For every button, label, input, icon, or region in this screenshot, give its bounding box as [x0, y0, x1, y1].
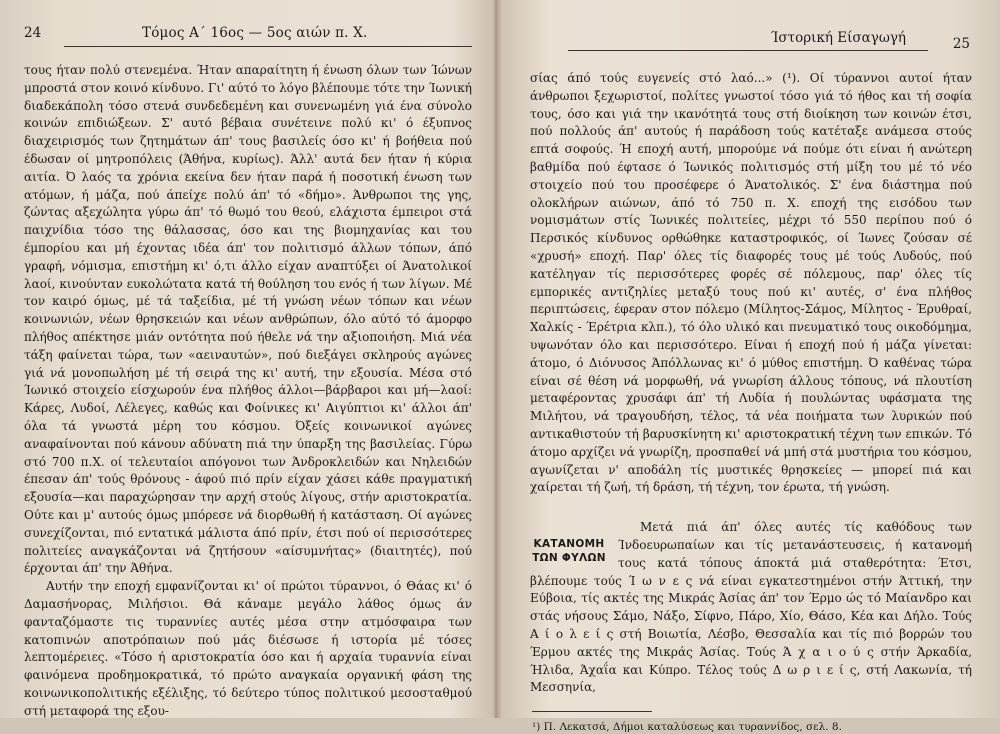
right-paragraph-1: σίας άπό τούς ευγενείς στό λαό...» (¹). Οί τύραννοι αυτοί ήταν άνθρωποι ξεχωριστοί, πολίτες γνωστοί τόσο γιά τό ήθος και τή σοφία τους, όσο και γιά την ικανότητά τους στή διοίκηση των κοινών έτσι, πού πολλούς άπ' αυτούς ή παράδοση τούς κατέταξε ανάμεσα στούς επτά σοφούς. Ή εποχή αυτή, μπορούμε νά πούμε ότι είναι ή ανώτερη βαθμίδα πού έφτασε ό Ίωνικός πολιτισμός στή μίξη του μέ τό νέο στοιχείο πού του προσέφερε ό Άνατολικός. Σ' ένα διάστημα πού ολοκλήρων αιώνων, άπό τό 750 π. Χ. εποχή της εισόδου των νομισμάτων στίς Ίωνικές πολιτείες, μέχρι τό 550 περίπου πού ό Περσικός κίνδυνος ορθώθηκε καταστροφικός, οί Ίωνες ζούσαν σέ «χρυσή» εποχή. Παρ' όλες τίς διαφορές τους μέ τούς Λυδούς, πού κατέληγαν τίς περισσότερες φορές σέ πόλεμους, παρ' όλες τίς εμπορικές αντιζηλίες μεταξύ τους πού κι' αυτές, σ' ένα πλήθος περιπτώσεις, έφεραν στον πόλεμο (Μίλητος-Σάμος, Μίλητος - Έρυθραί, Χαλκίς - Έρέτρια κλπ.), τό όλο υλικό και πνευματικό τους οικοδόμημα, υψωνόταν όλο και περισσότερο. Είναι ή εποχή πού ή μάζα γίνεται: άτομο, ό Διόνυσος Άπόλλωνας κι' ό μύθος επιστήμη. Ό καθένας τώρα είναι σέ θέση νά μορφωθή, νά γνωρίση άλλους τόπους, νά πλουτίση μεταφέροντας χρυσάφι άπ' τή Λυδία ή πουλώντας υφάσματα της Μιλήτου, νά τραγουδήση, τέλος, τά νέα ποιήματα των λυρικών πού αντικαθιστούν τή βαρυσκίνητη κι' αριστοκρατική τέχνη των επικών. Τό άτομο αρχίζει νά γνωρίζη, προσπαθεί νά μπή στά μυστήρια του κόσμου, αγωνίζεται ν' αποδάλη τίς μυστικές θρησκείες — μπορεί πιά και χαίρεται τή ζωή, τή δράση, τή τέχνη, τον έρωτα, τή γνώση. — [530, 71, 972, 495]
section-sidehead: ΚΑΤΑΝΟΜΗ ΤΩΝ ΦΥΛΩΝ — [532, 538, 606, 565]
right-page — [508, 0, 1000, 734]
left-paragraph-2: Αυτήν την εποχή εμφανίζονται κι' οί πρώτοι τύραννοι, ό Θάας κι' ό Δαμασήνορας, Μιλήσιοι. Θά κάναμε μεγάλο λάθος όμως άν φανταζόμαστε τις τυραννίες αυτές μέσα στην ατμόσφαιρα των κατοπινών αποτρόπαιων πού μάς διέσωσε ή ιστορία μέ τόσες λεπτομέρειες. «Τόσο ή αριστοκρατία όσο και ή αρχαία τυραννία είναι φαινόμενα προδημοκρατικά, τό πρώτο αναγκαία οργανική φάση της κοινωνικοπολιτικής εξέλιξης, τό δεύτερο τύπος πολιτικού μεσοσταθμού στή μεταφορά της εξου- — [24, 579, 472, 718]
footnote-rule — [532, 711, 652, 712]
left-paragraph-1: τους ήταν πολύ στενεμένα. Ήταν απαραίτητη ή ένωση όλων των Ίώνων μπροστά στον κοινό κίνδυνο. Γι' αύτό το λόγο βλέπουμε τότε την Ίωνική διαδεκάπολη τόσο στενά συνδεδεμένη και συνενωμένη γιά ένα σύνολο κοινών επιδιώξεων. Σ' αυτό βέβαια συνέτεινε πολύ κι' ό έξυπνος διαχειρισμός των ζητημάτων άπ' τους βασιλείς όσο κι' ή βοήθεια πού έδωσαν οί μητροπόλεις (Άθήνα, κυρίως). Άλλ' αυτά δεν ήταν ή κύρια αιτία. Ό λαός τα χρόνια εκείνα δεν ήταν παρά ή ποσοτική ένωση των ατόμων, ή μάζα, πού άπείχε πολύ άπ' τό «δήμο». Άνθρωποι της γης, ζώντας αξεχώλητα γύρω άπ' τό θωμό του θεού, ελάχιστα έμπειροι στά παιχνίδια τόσο της θάλασσας, όσο και της βιομηχανίας και του έμπορίου και μή έχοντας ιδέα άπ' τον πολιτισμό άλλων τόπων, άπό γραφή, νόμισμα, επιστήμη κι' ό,τι άλλο είχαν αναπτύξει οί Άνατολικοί λαοί, κινούνταν ευκολώτατα κατά τή θούληση του ενός ή των λίγων. Μέ τον καιρό όμως, μέ τά ταξείδια, μέ τή γνώση νέων τόπων και νέων κοινωνιών, νέων θρησκειών και νέων ανθρώπων, όλο αύτό τό άμορφο πλήθος απέκτησε μιάν οντότητα πού ήθελε νά την αξιοποιήση. Μιά νέα τάξη φαίνεται τώρα, των «αειναυτών», πού διεξάγει σκληρούς αγώνες γιά νά μονοπωλήση μέ τή σειρά της κι' αυτή, την εξουσία. Μέσα στό Ίωνικό στοιχείο είσχωρούν ένα πλήθος άλλοι—βάρβαροι και μή—λαοί: Κάρες, Λυδοί, Λέλεγες, καθώς και Φοίνικες κι' Αιγύπτιοι κι' άλλοι άπ' όλα τά γνωστά μέρη του κόσμου. Όξείς κοινωνικοί αγώνες αναφαίνονται πού κάνουν αδύνατη πιά την ύπαρξη της βασιλείας. Γύρω στό 700 π.Χ. οί τελευταίοι απόγονοι των Άνδροκλειδών και Νηλειδών έπεσαν άπ' τούς θρόνους - άφού πιό πρίν είχαν χάσει κάθε πραγματική εξουσία—και παραχώρησαν την αρχή στούς λίγους, στήν αριστοκρατία. Ούτε και μ' αυτούς όμως μπόρεσε νά διορθωθή ή κατάσταση. Οί αγώνες συνεχίζονται, πιό εντατικά μάλιστα άπό πρίν, έτσι πού οί περισσότερες πολιτείες αναγκάζονται νά ζητήσουν «αίσυμνήτας» (διαιτητές), πού έρχονται άπ' την Άθήνα. — [24, 63, 472, 576]
left-page — [0, 0, 492, 718]
left-page-number: 24 — [24, 25, 42, 41]
section-paragraph: Μετά πιά άπ' όλες αυτές τίς καθόδους των Ίνδοευρωπαίων και τίς μετανάστευσεις, ή κατανομή τους κατά τόπους άποκτά μιά σταθερότητα: Έτσι, βλέπουμε τούς Ί ω ν ε ς νά είναι εγκατεστημένοι στήν Άττική, την Εύβοια, τίς ακτές της Μικράς Άσίας άπ' τον Έρμο ώς τό Μαίανδρο και στάς νήσους Σάμο, Νάξο, Σίφνο, Πάρο, Χίο, Θάσο, Κέα και Δήλο. Τούς Α ί ο λ ε ί ς στή Βοιωτία, Λέσβο, Θεσσαλία και τίς πιό βορρών του Έρμου ακτές της Μικράς Άσίας. Τούς Ά χ α ι ο ύ ς στήν Άρκαδία, Ήλιδα, Άχαΐα και Κύπρο. Τέλος τούς Δ ω ρ ι ε ί ς, στή Λακωνία, τή Μεσσηνία, — [530, 520, 972, 695]
right-page-number: 25 — [952, 36, 970, 52]
right-running-head — [530, 22, 972, 52]
left-header-rule — [64, 46, 472, 47]
footnote: ¹) Π. Λεκατσά, Δήμοι καταλύσεως και τυραννίδος, σελ. 8. — [532, 721, 842, 734]
right-running-title: Ίστορική Είσαγωγή — [770, 30, 906, 46]
section-spacer — [530, 497, 972, 519]
left-body-text — [24, 62, 472, 720]
left-running-title: Τόμος Α΄ 16ος — 5ος αιών π. Χ. — [142, 25, 368, 41]
left-running-head — [24, 22, 472, 46]
section-distribution-of-tribes — [530, 519, 972, 697]
right-header-rule — [568, 50, 928, 51]
right-body-text — [530, 70, 972, 734]
